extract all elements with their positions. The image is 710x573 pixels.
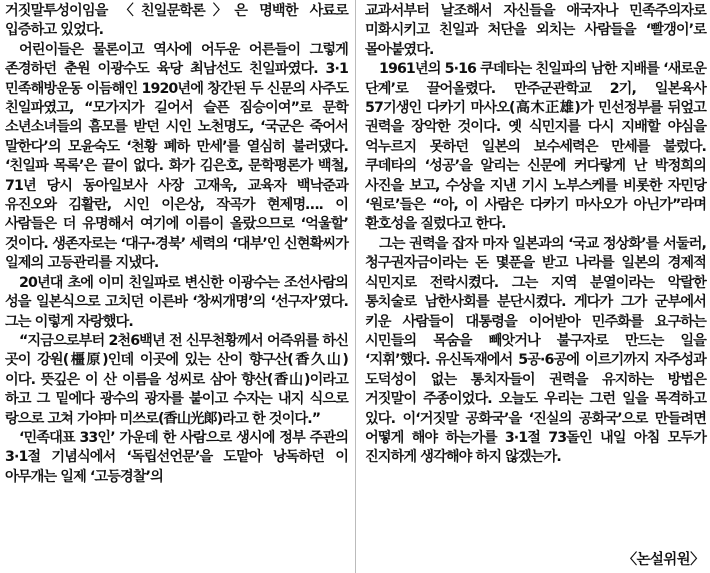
paragraph: 거짓말투성이임을 〈친일문학론〉은 명백한 사료로 입증하고 있었다. <box>5 3 348 39</box>
paragraph: 어린이들은 물론이고 역사에 어두운 어른들이 그렇게 존경하던 춘원 이광수도 육당 최남선도 친일파였다. 3·1 민족해방운동 이듬해인 1920년에 창간된 두 신문의 사주도 친일파였고, “모가지가 길어서 슬픈 짐승이여”로 문학 소년소녀들의 흠모를 받던 시인 노천명도, ‘국군은 죽어서 말한다’의 모윤숙도 ‘천황 폐하 만세’를 열심히 불러댔다. ‘친일파 목록’은 끝이 없다. 화가 김은호, 문학평론가 백철, 71년 당시 동아일보사 사장 고재욱, 교육자 백낙준과 유진오와 김활란, 시인 이은상, 작곡가 현제명…. 이 사람들은 더 유명해서 여기에 이름이 올랐으므로 ‘억울할’ 것이다. 생존자로는 ‘대구·경북’ 세력의 ‘대부’인 신현확씨가 일제의 고등관리를 지냈다. <box>5 41 348 272</box>
quotation-paragraph: “지금으로부터 2천6백년 전 신무천황께서 어즉위를 하신 곳이 강원(橿原)인데 이곳에 있는 산이 향구산(香久山)이다. 뜻깊은 이 산 이름을 성씨로 삼아 향산(香山)이라고 하고 그 밑에다 광수의 광자를 붙이고 수자는 내지 식으로 랑으로 고쳐 가야마 미쓰로(香山光郞)라고 한 것이다.” <box>5 332 348 427</box>
paragraph: 20년대 초에 이미 친일파로 변신한 이광수는 조선사람의 성을 일본식으로 고치던 이른바 ‘창씨개명’의 ‘선구자’였다. 그는 이렇게 자랑했다. <box>5 274 348 330</box>
left-column <box>5 2 348 487</box>
paragraph: 그는 권력을 잡자 마자 일본과의 ‘국교 정상화’를 서둘러, 청구권자금이라는 돈 몇푼을 받고 나라를 일본의 경제적 식민지로 전락시켰다. 그는 지역 분열이라는 악랄한 통치술로 남한사회를 분단시켰다. 게다가 그가 군부에서 키운 사람들이 대통령을 이어받아 민주화를 요구하는 시민들의 목숨을 빼앗거나 불구자로 만드는 일을 ‘지휘’했다. 유신독재에서 5공·6공에 이르기까지 자주성과 도덕성이 없는 통치자들이 권력을 유지하는 방법은 거짓말이 주종이었다. 오늘도 우리는 그런 일을 목격하고 있다. 이‘거짓말 공화국’을 ‘진실의 공화국’으로 만들려면 어떻게 해야 하는가를 3·1절 73돌인 내일 아침 모두가 진지하게 생각해야 하지 않겠는가. <box>365 235 706 466</box>
right-column <box>365 2 706 468</box>
paragraph: ‘민족대표 33인’ 가운데 한 사람으로 생시에 정부 주관의 3·1절 기념식에서 ‘독립선언문’을 도맡아 낭독하던 이 아무개는 일제 ‘고등경찰’의 <box>5 429 348 485</box>
paragraph: 교과서부터 날조해서 자신들을 애국자나 민족주의자로 미화시키고 친일과 처단을 외치는 사람들을 ‘빨갱이’로 몰아붙였다. <box>365 3 706 58</box>
author-byline: 〈논설위원〉 <box>622 552 704 568</box>
column-divider <box>355 0 356 573</box>
paragraph: 1961년의 5·16 쿠데타는 친일파의 남한 지배를 ‘새로운 단계’로 끌어올렸다. 만주군관학교 2기, 일본육사 57기생인 다카기 마사오(高木正雄)가 민선정부를 뒤엎고 권력을 장악한 것이다. 옛 식민지를 다시 지배할 야심을 억누르지 못하던 일본의 보수세력은 만세를 불렀다. 쿠데타의 ‘성공’을 알리는 신문에 커다랗게 난 박정희의 사진을 보고, 수상을 지낸 기시 노부스케를 비롯한 자민당 ‘원로’들은 “아, 이 사람은 다카기 마사오가 아닌가”라며 환호성을 질렀다고 한다. <box>365 61 706 233</box>
